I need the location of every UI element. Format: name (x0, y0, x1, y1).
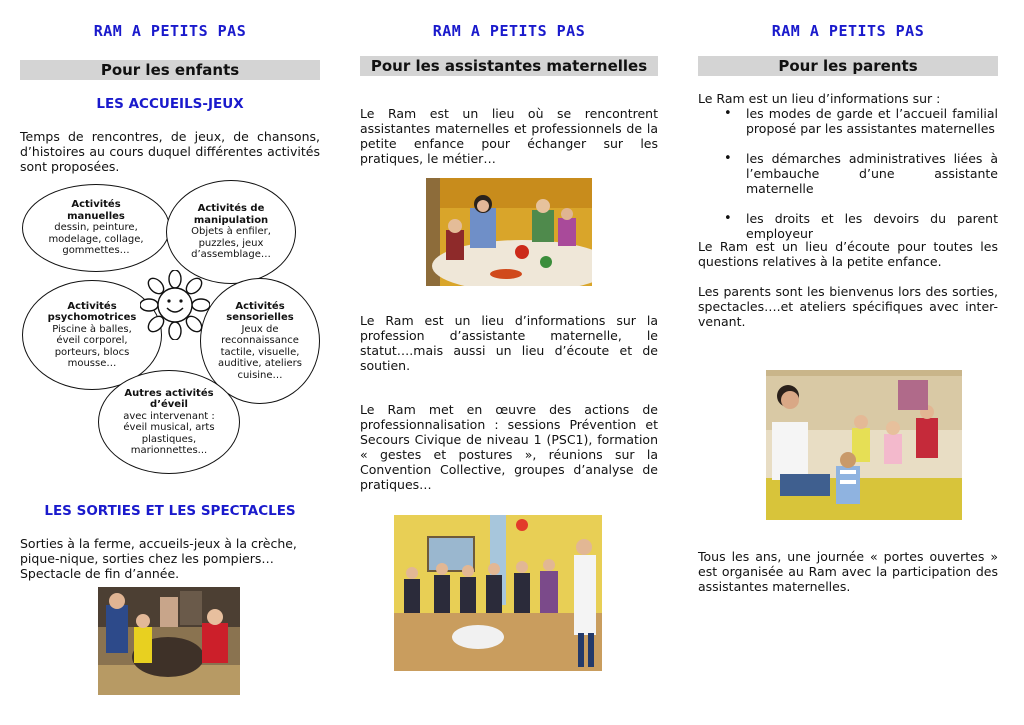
bubble-sensorielles-title: Activités sensorielles (226, 300, 294, 324)
column-assistantes (360, 0, 658, 725)
bubble-eveil-text: avec intervenant : éveil musical, arts plastiques, marionnettes... (123, 410, 215, 456)
assistantes-paragraph-2: Le Ram est un lieu d’informations sur la profession d’assistante maternelle, le statut….mais aussi un lieu d’écoute et de soutien. (360, 313, 658, 373)
section-title-enfants: Pour les enfants (20, 60, 320, 80)
bubble-manuelles (22, 184, 170, 272)
smiling-sun-icon (140, 270, 210, 340)
bubble-sensorielles-text: Jeux de reconnaissance tactile, visuelle, auditive, ateliers cuisine… (218, 323, 302, 381)
brand-title: RAM A PETITS PAS (93, 22, 247, 40)
bubble-eveil-title: Autres activités d’éveil (124, 387, 214, 410)
bubble-manipulation-text: Objets à enfiler, puzzles, jeux d’assemblage… (191, 226, 271, 261)
training-circle-photo (394, 515, 602, 671)
list-item: • les modes de garde et l’accueil familial proposé par les assistantes maternelles (698, 106, 998, 136)
activities-diagram (20, 180, 320, 480)
column-parents (698, 0, 998, 725)
sorties-text: Sorties à la ferme, accueils-jeux à la crèche, pique-nique, sorties chez les pompiers… Spectacle de fin d’année. (20, 536, 297, 581)
parents-paragraph-3: Tous les ans, une journée « portes ouvertes » est organisée au Ram avec la participation des assistantes maternelles. (698, 549, 998, 594)
farm-outing-photo (98, 587, 240, 695)
parents-paragraph-2: Les parents sont les bienvenus lors des sorties, spectacles….et ateliers spécifiques avec inter-venant. (698, 284, 998, 329)
brand-title: RAM A PETITS PAS (432, 22, 586, 40)
accueils-jeux-heading: LES ACCUEILS-JEUX (96, 96, 244, 112)
column-enfants (20, 0, 320, 725)
section-title-assistantes: Pour les assistantes maternelles (360, 56, 658, 76)
accueils-intro: Temps de rencontres, de jeux, de chansons, d’histoires au cours duquel différentes activités sont proposées. (20, 129, 320, 174)
parents-intro: Le Ram est un lieu d’informations sur : (698, 91, 941, 106)
music-activity-photo (766, 370, 962, 520)
bubble-manipulation (166, 180, 296, 284)
parents-info-list (698, 106, 998, 256)
parents-paragraph-1: Le Ram est un lieu d’écoute pour toutes les questions relatives à la petite enfance. (698, 239, 998, 269)
assistantes-paragraph-1: Le Ram est un lieu où se rencontrent assistantes maternelles et professionnels de la petite enfance pour échanger sur les pratiques, le métier… (360, 106, 658, 166)
workshop-table-photo (426, 178, 592, 286)
bubble-manipulation-title: Activités de manipulation (193, 203, 269, 226)
brand-title: RAM A PETITS PAS (771, 22, 925, 40)
bubble-manuelles-text: dessin, peinture, modelage, collage, gommettes… (48, 222, 144, 257)
assistantes-paragraph-3: Le Ram met en œuvre des actions de professionnalisation : sessions Prévention et Secours Civique de niveau 1 (PSC1), formation « gestes et postures », réunions sur la Convention Collective, groupes d’analyse de pratiques… (360, 402, 658, 492)
bubble-psycho-text: Piscine à balles, éveil corporel, porteurs, blocs mousse… (52, 323, 132, 369)
bubble-eveil (98, 370, 240, 474)
sorties-heading: LES SORTIES ET LES SPECTACLES (44, 503, 296, 519)
list-item: • les droits et les devoirs du parent employeur (698, 211, 998, 241)
bubble-psycho-title: Activités psychomotrices (47, 300, 137, 323)
list-item: • les démarches administratives liées à l’embauche d’une assistante maternelle (698, 151, 998, 196)
section-title-parents: Pour les parents (698, 56, 998, 76)
bubble-manuelles-title: Activités manuelles (67, 199, 125, 222)
